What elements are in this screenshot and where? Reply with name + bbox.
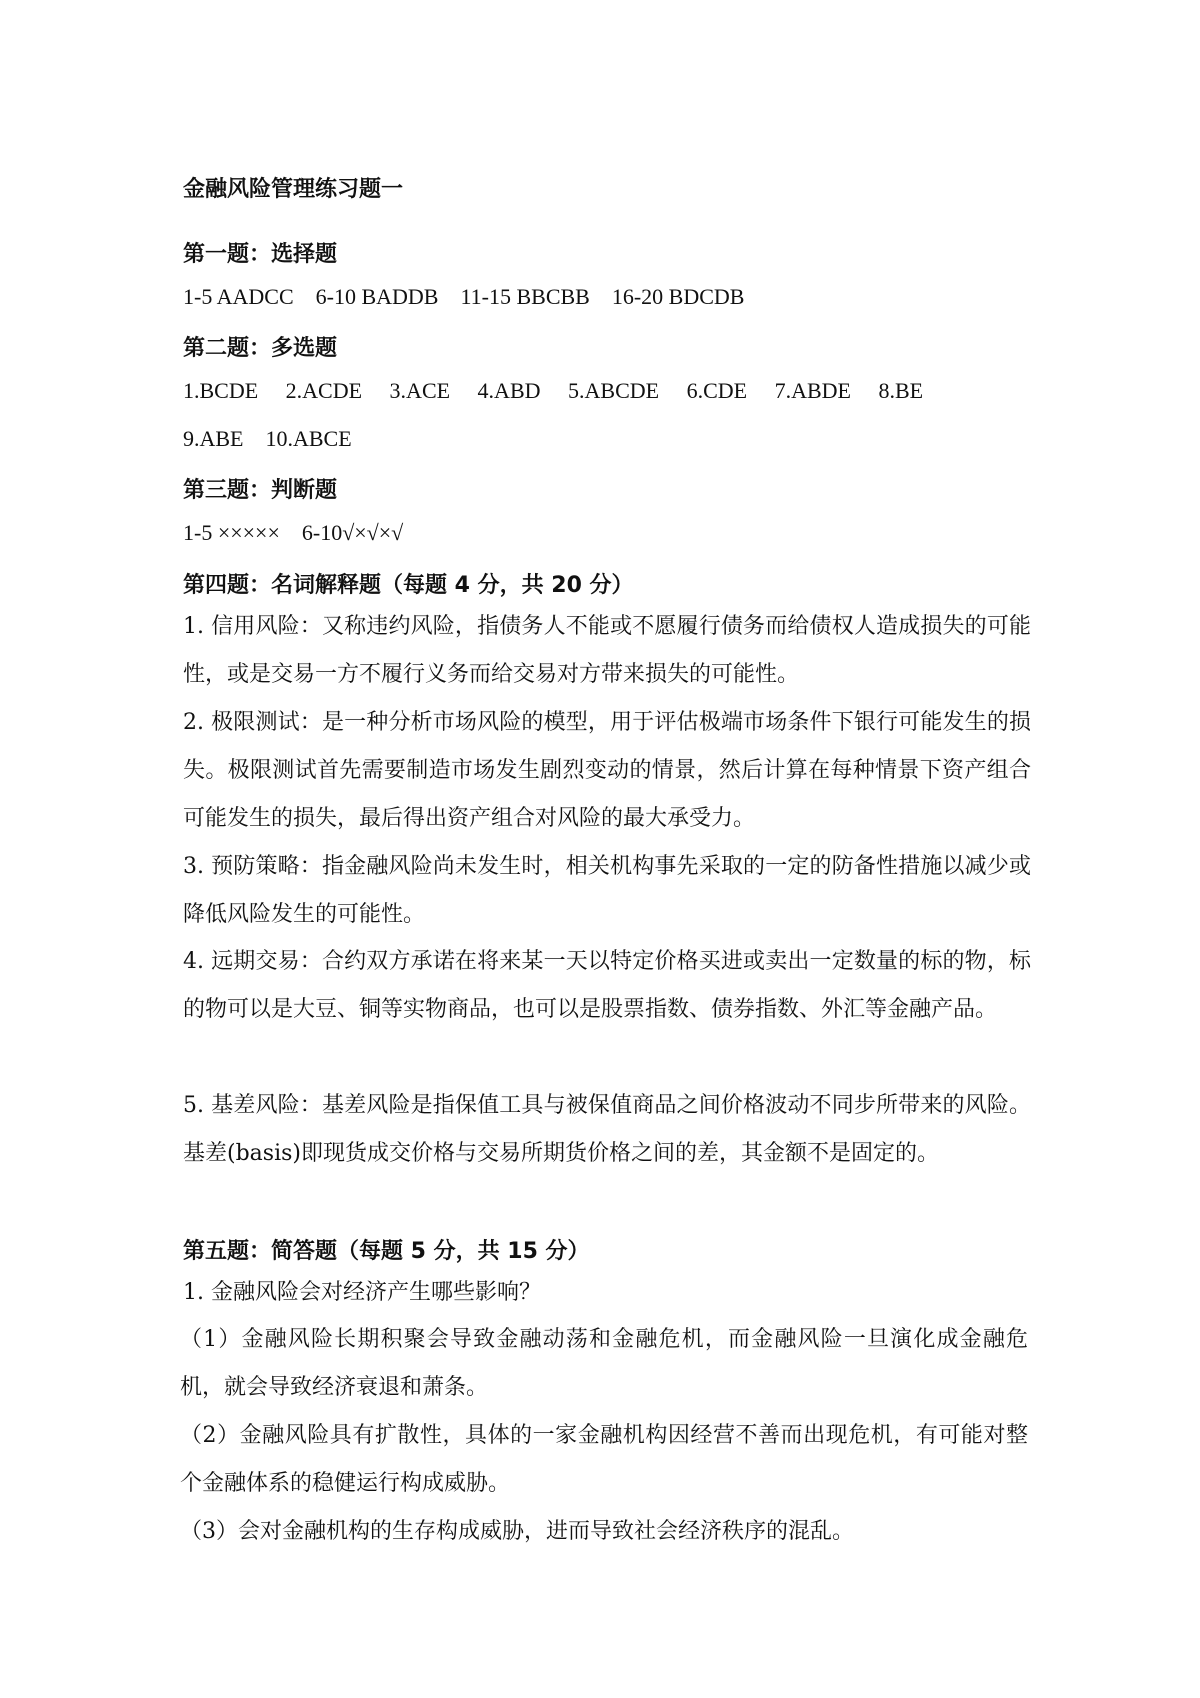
definition-item: 5. 基差风险：基差风险是指保值工具与被保值商品之间价格波动不同步所带来的风险。基差(basis)即现货成交价格与交易所期货价格之间的差，其金额不是固定的。	[183, 1093, 1031, 1166]
section5-heading: 第五题：简答题（每题 5 分，共 15 分）	[183, 1239, 590, 1264]
section2-answers-line1: 1.BCDE 2.ACDE 3.ACE 4.ABD 5.ABCDE 6.CDE 7.ABDE 8.BE	[183, 378, 924, 403]
section1-heading: 第一题：选择题	[183, 242, 338, 267]
section4-heading: 第四题：名词解释题（每题 4 分，共 20 分）	[183, 573, 634, 598]
section1-answers: 1-5 AADCC 6-10 BADDB 11-15 BBCBB 16-20 BDCDB	[183, 284, 745, 309]
definition-item: 1. 信用风险：又称违约风险，指债务人不能或不愿履行债务而给债权人造成损失的可能性，或是交易一方不履行义务而给交易对方带来损失的可能性。	[183, 614, 1031, 687]
section2-heading: 第二题：多选题	[183, 336, 338, 361]
answer-point: （3）会对金融机构的生存构成威胁，进而导致社会经济秩序的混乱。	[180, 1519, 854, 1544]
document-title: 金融风险管理练习题一	[183, 177, 404, 202]
answer-point: （2）金融风险具有扩散性，具体的一家金融机构因经营不善而出现危机，有可能对整个金融体系的稳健运行构成威胁。	[180, 1423, 1028, 1496]
section3-answers: 1-5 ××××× 6-10√×√×√	[183, 520, 404, 545]
definition-item: 4. 远期交易：合约双方承诺在将来某一天以特定价格买进或卖出一定数量的标的物，标的物可以是大豆、铜等实物商品，也可以是股票指数、债券指数、外汇等金融产品。	[183, 949, 1031, 1022]
section2-answers-line2: 9.ABE 10.ABCE	[183, 426, 352, 451]
answer-point: （1）金融风险长期积聚会导致金融动荡和金融危机，而金融风险一旦演化成金融危机，就会导致经济衰退和萧条。	[180, 1327, 1028, 1400]
definition-item: 2. 极限测试：是一种分析市场风险的模型，用于评估极端市场条件下银行可能发生的损失。极限测试首先需要制造市场发生剧烈变动的情景，然后计算在每种情景下资产组合可能发生的损失，最后得出资产组合对风险的最大承受力。	[183, 710, 1031, 831]
short-answer-question: 1. 金融风险会对经济产生哪些影响？	[183, 1280, 541, 1305]
section3-heading: 第三题：判断题	[183, 478, 338, 503]
definition-item: 3. 预防策略：指金融风险尚未发生时，相关机构事先采取的一定的防备性措施以减少或降低风险发生的可能性。	[183, 854, 1031, 927]
